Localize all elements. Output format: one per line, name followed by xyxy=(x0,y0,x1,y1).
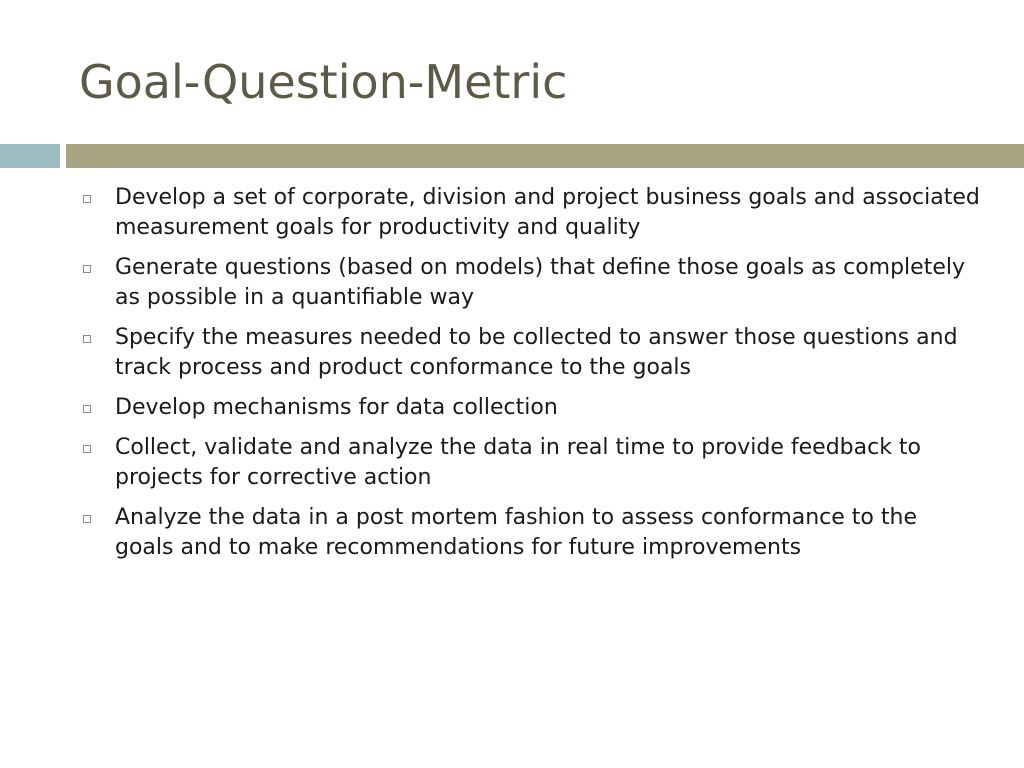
bullet-item xyxy=(80,183,980,243)
bullet-list xyxy=(80,183,980,573)
bullet-text: Specify the measures needed to be collected to answer those questions and track process and product conformance to the goals xyxy=(115,325,958,380)
hollow-square-bullet-icon xyxy=(83,445,91,453)
bullet-text: Develop a set of corporate, division and project business goals and associated measurement goals for productivity and quality xyxy=(115,185,980,240)
bullet-item xyxy=(80,503,980,563)
hollow-square-bullet-icon xyxy=(83,195,91,203)
bullet-item xyxy=(80,253,980,313)
bullet-item xyxy=(80,433,980,493)
hollow-square-bullet-icon xyxy=(83,405,91,413)
bullet-item xyxy=(80,393,980,423)
bullet-text: Generate questions (based on models) that define those goals as completely as possible in a quantifiable way xyxy=(115,255,965,310)
slide-title: Goal-Question-Metric xyxy=(79,55,568,109)
hollow-square-bullet-icon xyxy=(83,515,91,523)
title-divider-accent xyxy=(0,144,60,168)
hollow-square-bullet-icon xyxy=(83,265,91,273)
bullet-text: Collect, validate and analyze the data in real time to provide feedback to projects for corrective action xyxy=(115,435,922,490)
hollow-square-bullet-icon xyxy=(83,335,91,343)
bullet-text: Analyze the data in a post mortem fashion to assess conformance to the goals and to make recommendations for future improvements xyxy=(115,505,917,560)
bullet-text: Develop mechanisms for data collection xyxy=(115,395,558,420)
bullet-item xyxy=(80,323,980,383)
title-divider-bar xyxy=(66,144,1024,168)
